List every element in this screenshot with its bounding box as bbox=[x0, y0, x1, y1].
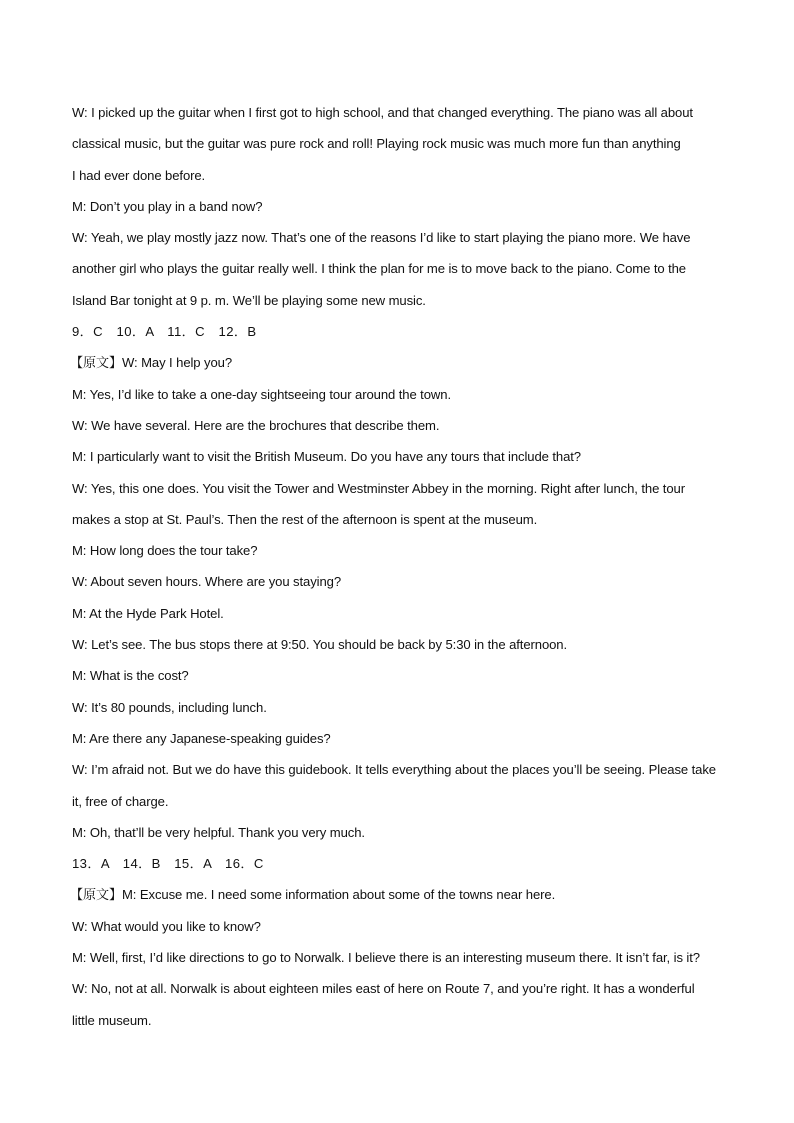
dialogue-line: M: I particularly want to visit the British Museum. Do you have any tours that include that? bbox=[72, 449, 581, 465]
dialogue-line: W: Let’s see. The bus stops there at 9:50. You should be back by 5:30 in the afternoon. bbox=[72, 637, 568, 653]
transcript-marker: 【原文】 bbox=[70, 355, 122, 371]
dialogue-line: I had ever done before. bbox=[72, 167, 206, 183]
dialogue-line: M: Yes, I’d like to take a one-day sightseeing tour around the town. bbox=[72, 386, 451, 402]
dialogue-line: W: I’m afraid not. But we do have this guidebook. It tells everything about the places you’ll be seeing. Please take bbox=[72, 762, 716, 778]
dialogue-line: M: Are there any Japanese-speaking guides? bbox=[72, 730, 331, 746]
dialogue-line: Island Bar tonight at 9 p. m. We’ll be playing some new music. bbox=[72, 292, 426, 308]
dialogue-line: W: I picked up the guitar when I first got to high school, and that changed everything. The piano was all about bbox=[72, 105, 693, 120]
dialogue-line: W: Yes, this one does. You visit the Tower and Westminster Abbey in the morning. Right after lunch, the tour bbox=[72, 480, 685, 496]
answer-key-line: 9．C 10．A 11．C 12．B bbox=[72, 324, 257, 340]
dialogue-line: it, free of charge. bbox=[72, 793, 169, 809]
dialogue-line: W: No, not at all. Norwalk is about eighteen miles east of here on Route 7, and you’re right. It has a wonderful bbox=[72, 981, 695, 997]
transcript-start-line bbox=[72, 881, 732, 912]
answer-key-line: 13．A 14．B 15．A 16．C bbox=[72, 856, 264, 872]
dialogue-line: M: Don’t you play in a band now? bbox=[72, 198, 263, 214]
dialogue-line: M: At the Hyde Park Hotel. bbox=[72, 605, 224, 621]
dialogue-line: W: Yeah, we play mostly jazz now. That’s one of the reasons I’d like to start playing the piano more. We have bbox=[72, 230, 691, 246]
dialogue-line: W: We have several. Here are the brochures that describe them. bbox=[72, 417, 440, 433]
dialogue-text: M: Excuse me. I need some information about some of the towns near here. bbox=[121, 887, 556, 903]
transcript-start-line bbox=[72, 349, 732, 380]
dialogue-line: W: What would you like to know? bbox=[72, 918, 261, 934]
dialogue-line: M: Well, first, I’d like directions to go to Norwalk. I believe there is an interesting museum there. It isn’t far, is it? bbox=[72, 950, 700, 966]
dialogue-line: little museum. bbox=[72, 1012, 152, 1028]
dialogue-line: M: What is the cost? bbox=[72, 668, 189, 684]
dialogue-line: W: About seven hours. Where are you staying? bbox=[72, 574, 342, 590]
transcript-marker: 【原文】 bbox=[70, 887, 122, 903]
dialogue-line: W: It’s 80 pounds, including lunch. bbox=[72, 699, 267, 715]
dialogue-line: makes a stop at St. Paul’s. Then the rest of the afternoon is spent at the museum. bbox=[72, 511, 538, 527]
dialogue-line: M: How long does the tour take? bbox=[72, 543, 258, 559]
dialogue-line: M: Oh, that’ll be very helpful. Thank you very much. bbox=[72, 824, 365, 840]
dialogue-line: classical music, but the guitar was pure rock and roll! Playing rock music was much more fun than anything bbox=[72, 136, 681, 152]
dialogue-text: W: May I help you? bbox=[121, 355, 233, 371]
document-body bbox=[72, 99, 732, 1038]
dialogue-line: another girl who plays the guitar really well. I think the plan for me is to move back to the piano. Come to the bbox=[72, 261, 686, 277]
